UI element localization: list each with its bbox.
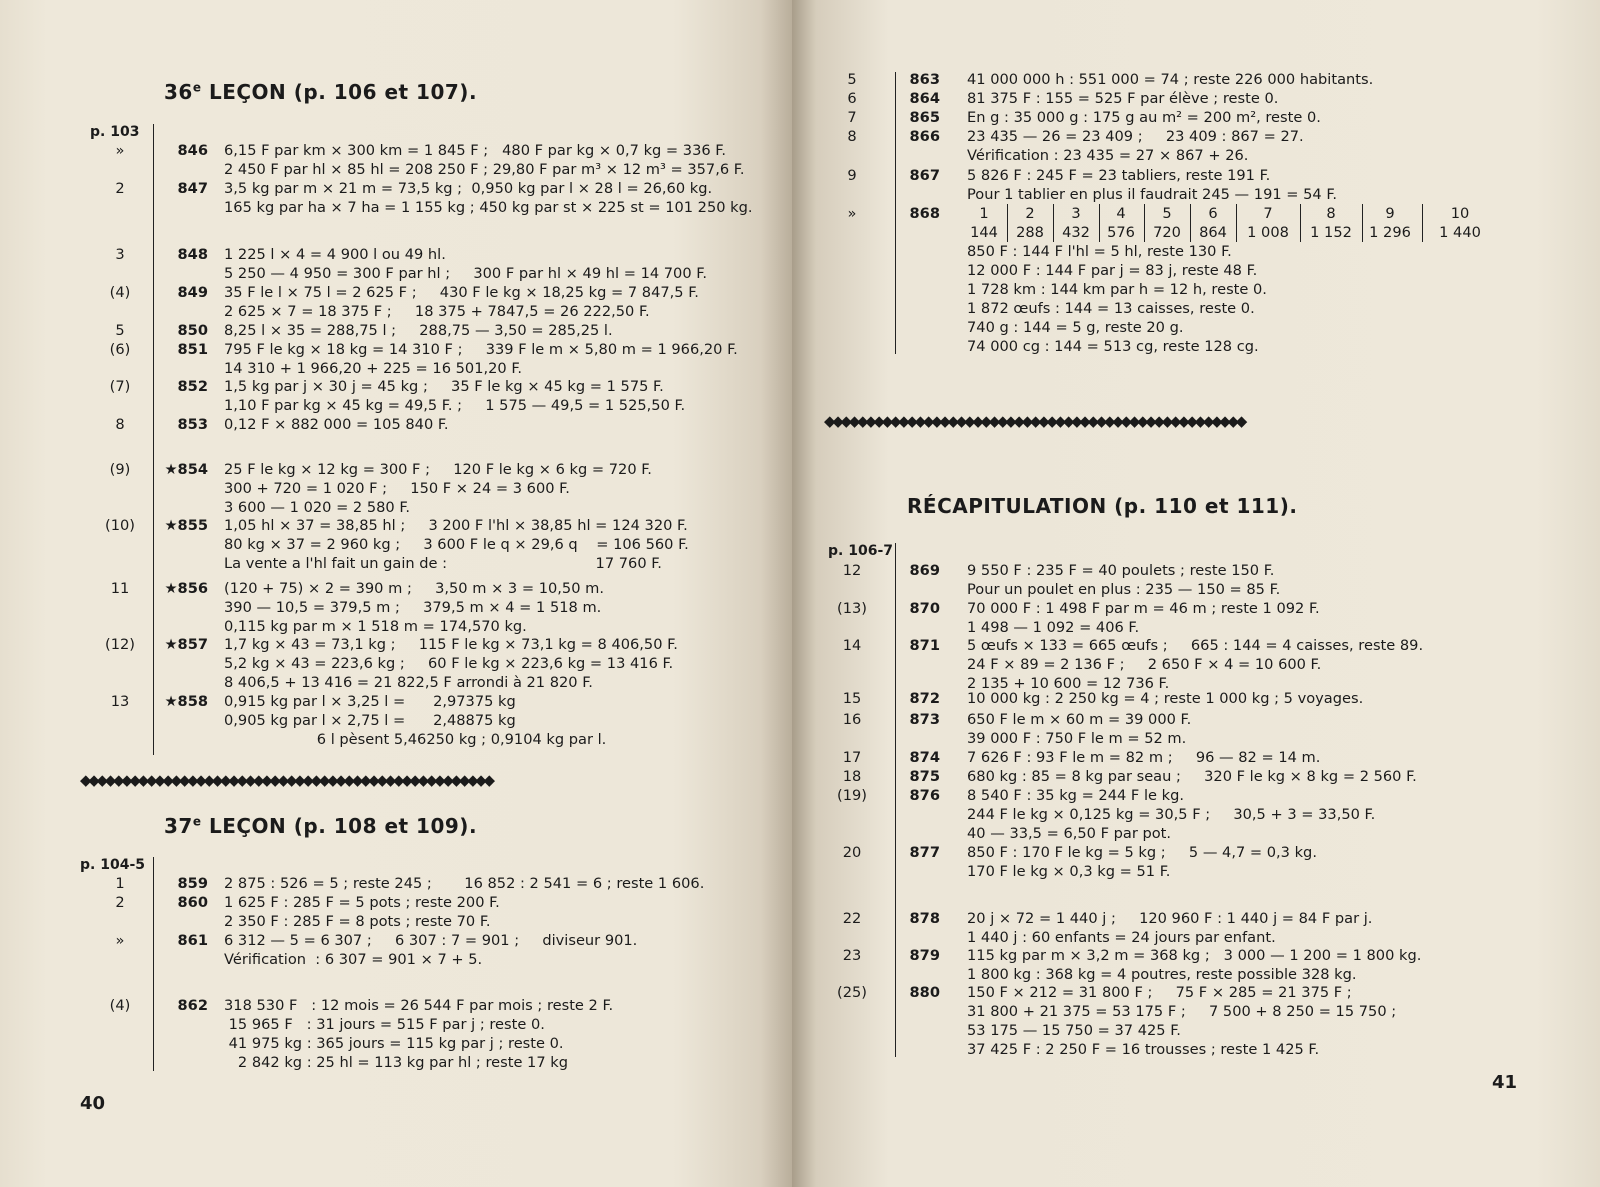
exercise-number: 874 bbox=[909, 749, 940, 766]
exercise-solution bbox=[224, 340, 738, 378]
exercise-solution bbox=[967, 748, 1320, 767]
solution-line: 6,15 F par km × 300 km = 1 845 F ; 480 F par kg × 0,7 kg = 336 F. bbox=[224, 142, 726, 159]
exercise-number: 864 bbox=[909, 90, 940, 107]
solution-line: 5 826 F : 245 F = 23 tabliers, reste 191 F. bbox=[967, 167, 1271, 184]
table-divider bbox=[1144, 204, 1145, 242]
margin-rule bbox=[153, 124, 154, 755]
exercise-ref: (25) bbox=[837, 984, 867, 1001]
solution-line: 1 872 œufs : 144 = 13 caisses, reste 0. bbox=[967, 300, 1255, 317]
exercise-ref: 3 bbox=[115, 246, 125, 263]
table-cell: 144 bbox=[970, 224, 998, 241]
left-page bbox=[0, 0, 792, 1187]
exercise-solution bbox=[967, 166, 1337, 204]
solution-line: 1 625 F : 285 F = 5 pots ; reste 200 F. bbox=[224, 894, 500, 911]
exercise-number: ★857 bbox=[164, 636, 208, 653]
lesson-36-heading: 36e LEÇON (p. 106 et 107). bbox=[164, 80, 478, 104]
solution-line: 12 000 F : 144 F par j = 83 j, reste 48 F. bbox=[967, 262, 1258, 279]
table-cell: 864 bbox=[1199, 224, 1227, 241]
exercise-solution bbox=[224, 415, 449, 434]
exercise-ref: 5 bbox=[847, 71, 857, 88]
exercise-ref: 12 bbox=[842, 562, 862, 579]
solution-line: 300 + 720 = 1 020 F ; 150 F × 24 = 3 600 F. bbox=[224, 480, 570, 497]
exercise-ref: 13 bbox=[110, 693, 130, 710]
solution-line: 318 530 F : 12 mois = 26 544 F par mois ; reste 2 F. bbox=[224, 997, 614, 1014]
solution-line: 3 600 — 1 020 = 2 580 F. bbox=[224, 499, 411, 516]
exercise-solution bbox=[967, 108, 1321, 127]
exercise-solution bbox=[967, 636, 1423, 693]
exercise-ref: 9 bbox=[847, 167, 857, 184]
solution-line: 244 F le kg × 0,125 kg = 30,5 F ; 30,5 + 3 = 33,50 F. bbox=[967, 806, 1376, 823]
solution-line: 25 F le kg × 12 kg = 300 F ; 120 F le kg × 6 kg = 720 F. bbox=[224, 461, 652, 478]
solution-line: 6 312 — 5 = 6 307 ; 6 307 : 7 = 901 ; diviseur 901. bbox=[224, 932, 638, 949]
table-cell: 432 bbox=[1062, 224, 1090, 241]
exercise-ref: » bbox=[847, 205, 857, 222]
solution-line: 2 350 F : 285 F = 8 pots ; reste 70 F. bbox=[224, 913, 491, 930]
exercise-solution bbox=[967, 689, 1363, 708]
exercise-number: 873 bbox=[909, 711, 940, 728]
exercise-number: 860 bbox=[177, 894, 208, 911]
exercise-ref: (13) bbox=[837, 600, 867, 617]
exercise-number: 875 bbox=[909, 768, 940, 785]
exercise-ref: 14 bbox=[842, 637, 862, 654]
table-column bbox=[1188, 204, 1238, 242]
exercise-solution bbox=[224, 516, 689, 573]
exercise-solution bbox=[967, 710, 1191, 748]
exercise-ref: 1 bbox=[115, 875, 125, 892]
solution-line: 6 l pèsent 5,46250 kg ; 0,9104 kg par l. bbox=[224, 731, 607, 748]
solution-line: 795 F le kg × 18 kg = 14 310 F ; 339 F le m × 5,80 m = 1 966,20 F. bbox=[224, 341, 738, 358]
solution-line: 39 000 F : 750 F le m = 52 m. bbox=[967, 730, 1187, 747]
solution-line: Pour un poulet en plus : 235 — 150 = 85 F. bbox=[967, 581, 1281, 598]
solution-line: 81 375 F : 155 = 525 F par élève ; reste 0. bbox=[967, 90, 1279, 107]
table-column bbox=[1005, 204, 1055, 242]
table-cell: 6 bbox=[1208, 205, 1218, 222]
solution-line: 680 kg : 85 = 8 kg par seau ; 320 F le kg × 8 kg = 2 560 F. bbox=[967, 768, 1417, 785]
table-cell: 3 bbox=[1071, 205, 1081, 222]
exercise-ref: 18 bbox=[842, 768, 862, 785]
table-column bbox=[1306, 204, 1356, 242]
exercise-solution bbox=[967, 786, 1375, 843]
exercise-solution bbox=[224, 996, 613, 1072]
exercise-solution bbox=[224, 321, 613, 340]
solution-line: 1,05 hl × 37 = 38,85 hl ; 3 200 F l'hl × 38,85 hl = 124 320 F. bbox=[224, 517, 688, 534]
solution-line: 0,12 F × 882 000 = 105 840 F. bbox=[224, 416, 449, 433]
exercise-ref: 6 bbox=[847, 90, 857, 107]
solution-line: 850 F : 170 F le kg = 5 kg ; 5 — 4,7 = 0,3 kg. bbox=[967, 844, 1317, 861]
solution-line: 650 F le m × 60 m = 39 000 F. bbox=[967, 711, 1192, 728]
table-divider bbox=[1190, 204, 1191, 242]
solution-line: 0,905 kg par l × 2,75 l = 2,48875 kg bbox=[224, 712, 516, 729]
solution-line: 5 250 — 4 950 = 300 F par hl ; 300 F par hl × 49 hl = 14 700 F. bbox=[224, 265, 707, 282]
exercise-number: 878 bbox=[909, 910, 940, 927]
page-number: 41 bbox=[1492, 1072, 1518, 1093]
exercise-solution bbox=[224, 635, 678, 692]
solution-line: Vérification : 6 307 = 901 × 7 + 5. bbox=[224, 951, 483, 968]
exercise-number: 846 bbox=[177, 142, 208, 159]
exercise-number: 848 bbox=[177, 246, 208, 263]
exercise-solution bbox=[224, 460, 652, 517]
table-divider bbox=[1362, 204, 1363, 242]
exercise-solution bbox=[224, 179, 753, 217]
solution-line: 3,5 kg par m × 21 m = 73,5 kg ; 0,950 kg par l × 28 l = 26,60 kg. bbox=[224, 180, 713, 197]
exercise-ref: 16 bbox=[842, 711, 862, 728]
solution-line: 53 175 — 15 750 = 37 425 F. bbox=[967, 1022, 1181, 1039]
exercise-solution bbox=[967, 599, 1320, 637]
solution-line: 40 — 33,5 = 6,50 F par pot. bbox=[967, 825, 1172, 842]
exercise-ref: (6) bbox=[109, 341, 131, 358]
exercise-solution bbox=[224, 893, 500, 931]
solution-line: 5 œufs × 133 = 665 œufs ; 665 : 144 = 4 caisses, reste 89. bbox=[967, 637, 1424, 654]
exercise-solution bbox=[967, 767, 1417, 786]
solution-line: 15 965 F : 31 jours = 515 F par j ; reste 0. bbox=[224, 1016, 545, 1033]
table-divider bbox=[1300, 204, 1301, 242]
solution-line: 150 F × 212 = 31 800 F ; 75 F × 285 = 21 375 F ; bbox=[967, 984, 1352, 1001]
exercise-number: 867 bbox=[909, 167, 940, 184]
exercise-number: ★854 bbox=[164, 461, 208, 478]
exercise-number: 862 bbox=[177, 997, 208, 1014]
exercise-number: 871 bbox=[909, 637, 940, 654]
exercise-ref: 2 bbox=[115, 894, 125, 911]
solution-line: 390 — 10,5 = 379,5 m ; 379,5 m × 4 = 1 518 m. bbox=[224, 599, 602, 616]
exercise-number: 879 bbox=[909, 947, 940, 964]
exercise-solution bbox=[224, 579, 604, 636]
exercise-solution bbox=[967, 89, 1278, 108]
table-cell: 4 bbox=[1116, 205, 1126, 222]
exercise-number: 850 bbox=[177, 322, 208, 339]
solution-line: 1 440 j : 60 enfants = 24 jours par enfant. bbox=[967, 929, 1276, 946]
exercise-number: 851 bbox=[177, 341, 208, 358]
table-cell: 2 bbox=[1025, 205, 1035, 222]
solution-line: 0,115 kg par m × 1 518 m = 174,570 kg. bbox=[224, 618, 527, 635]
solution-line: 9 550 F : 235 F = 40 poulets ; reste 150 F. bbox=[967, 562, 1275, 579]
exercise-number: 876 bbox=[909, 787, 940, 804]
separator-line: ◆◆◆◆◆◆◆◆◆◆◆◆◆◆◆◆◆◆◆◆◆◆◆◆◆◆◆◆◆◆◆◆◆◆◆◆◆◆◆◆◆◆◆◆◆◆◆◆◆◆ bbox=[80, 772, 492, 788]
exercise-number: ★856 bbox=[164, 580, 208, 597]
solution-line: 8,25 l × 35 = 288,75 l ; 288,75 — 3,50 = 285,25 l. bbox=[224, 322, 613, 339]
table-divider bbox=[1099, 204, 1100, 242]
exercise-ref: 17 bbox=[842, 749, 862, 766]
table-cell: 7 bbox=[1263, 205, 1273, 222]
solution-line: Vérification : 23 435 = 27 × 867 + 26. bbox=[967, 147, 1249, 164]
exercise-number: 870 bbox=[909, 600, 940, 617]
exercise-ref: (12) bbox=[105, 636, 135, 653]
solution-line: 37 425 F : 2 250 F = 16 trousses ; reste 1 425 F. bbox=[967, 1041, 1320, 1058]
solution-line: 5,2 kg × 43 = 223,6 kg ; 60 F le kg × 223,6 kg = 13 416 F. bbox=[224, 655, 674, 672]
exercise-ref: 7 bbox=[847, 109, 857, 126]
separator-line: ◆◆◆◆◆◆◆◆◆◆◆◆◆◆◆◆◆◆◆◆◆◆◆◆◆◆◆◆◆◆◆◆◆◆◆◆◆◆◆◆◆◆◆◆◆◆◆◆◆◆◆ bbox=[824, 413, 1245, 429]
page-reference: p. 104-5 bbox=[80, 857, 145, 873]
solution-line: 24 F × 89 = 2 136 F ; 2 650 F × 4 = 10 600 F. bbox=[967, 656, 1322, 673]
table-column bbox=[1096, 204, 1146, 242]
exercise-solution bbox=[224, 141, 744, 179]
exercise-ref: 15 bbox=[842, 690, 862, 707]
exercise-ref: (4) bbox=[109, 997, 131, 1014]
exercise-number: 868 bbox=[909, 205, 940, 222]
solution-line: 20 j × 72 = 1 440 j ; 120 960 F : 1 440 j = 84 F par j. bbox=[967, 910, 1373, 927]
solution-line: 41 000 000 h : 551 000 = 74 ; reste 226 000 habitants. bbox=[967, 71, 1374, 88]
solution-line: 1 800 kg : 368 kg = 4 poutres, reste possible 328 kg. bbox=[967, 966, 1357, 983]
solution-line: 2 842 kg : 25 hl = 113 kg par hl ; reste 17 kg bbox=[224, 1054, 568, 1071]
table-column bbox=[959, 204, 1009, 242]
exercise-ref: (19) bbox=[837, 787, 867, 804]
solution-line: (120 + 75) × 2 = 390 m ; 3,50 m × 3 = 10,50 m. bbox=[224, 580, 604, 597]
solution-line: 850 F : 144 F l'hl = 5 hl, reste 130 F. bbox=[967, 243, 1232, 260]
exercise-ref: (10) bbox=[105, 517, 135, 534]
exercise-solution bbox=[224, 245, 707, 283]
exercise-number: 849 bbox=[177, 284, 208, 301]
page-reference: p. 106-7 bbox=[828, 543, 893, 559]
exercise-ref: (7) bbox=[109, 378, 131, 395]
solution-line: 1,5 kg par j × 30 j = 45 kg ; 35 F le kg × 45 kg = 1 575 F. bbox=[224, 378, 664, 395]
lesson-37-heading: 37e LEÇON (p. 108 et 109). bbox=[164, 814, 478, 838]
exercise-ref: 8 bbox=[115, 416, 125, 433]
exercise-number: 865 bbox=[909, 109, 940, 126]
recapitulation-heading: RÉCAPITULATION (p. 110 et 111). bbox=[907, 494, 1298, 518]
table-divider bbox=[1236, 204, 1237, 242]
solution-line: 0,915 kg par l × 3,25 l = 2,97375 kg bbox=[224, 693, 516, 710]
table-cell: 9 bbox=[1385, 205, 1395, 222]
exercise-solution bbox=[224, 874, 704, 893]
solution-line: 2 875 : 526 = 5 ; reste 245 ; 16 852 : 2 541 = 6 ; reste 1 606. bbox=[224, 875, 705, 892]
solution-line: 2 450 F par hl × 85 hl = 208 250 F ; 29,80 F par m³ × 12 m³ = 357,6 F. bbox=[224, 161, 745, 178]
solution-line: 10 000 kg : 2 250 kg = 4 ; reste 1 000 kg ; 5 voyages. bbox=[967, 690, 1364, 707]
exercise-number: 872 bbox=[909, 690, 940, 707]
solution-line: 2 135 + 10 600 = 12 736 F. bbox=[967, 675, 1170, 692]
exercise-solution bbox=[224, 377, 685, 415]
solution-line: 1 728 km : 144 km par h = 12 h, reste 0. bbox=[967, 281, 1267, 298]
exercise-ref: 22 bbox=[842, 910, 862, 927]
solution-line: Pour 1 tablier en plus il faudrait 245 — 191 = 54 F. bbox=[967, 186, 1338, 203]
solution-line: 1 498 — 1 092 = 406 F. bbox=[967, 619, 1140, 636]
exercise-solution bbox=[967, 946, 1421, 984]
solution-line: 70 000 F : 1 498 F par m = 46 m ; reste 1 092 F. bbox=[967, 600, 1320, 617]
solution-line: 1,7 kg × 43 = 73,1 kg ; 115 F le kg × 73,1 kg = 8 406,50 F. bbox=[224, 636, 678, 653]
solution-line: 41 975 kg : 365 jours = 115 kg par j ; reste 0. bbox=[224, 1035, 564, 1052]
exercise-number: 866 bbox=[909, 128, 940, 145]
table-cell: 1 008 bbox=[1247, 224, 1289, 241]
right-page bbox=[792, 0, 1600, 1187]
exercise-solution bbox=[224, 692, 606, 749]
page-number: 40 bbox=[80, 1093, 106, 1114]
exercise-number: ★855 bbox=[164, 517, 208, 534]
table-column bbox=[1142, 204, 1192, 242]
table-cell: 10 bbox=[1450, 205, 1470, 222]
solution-line: 31 800 + 21 375 = 53 175 F ; 7 500 + 8 250 = 15 750 ; bbox=[967, 1003, 1397, 1020]
solution-line: 115 kg par m × 3,2 m = 368 kg ; 3 000 — 1 200 = 1 800 kg. bbox=[967, 947, 1422, 964]
solution-line: 80 kg × 37 = 2 960 kg ; 3 600 F le q × 29,6 q = 106 560 F. bbox=[224, 536, 689, 553]
exercise-ref: (9) bbox=[109, 461, 131, 478]
solution-line: 2 625 × 7 = 18 375 F ; 18 375 + 7847,5 = 26 222,50 F. bbox=[224, 303, 650, 320]
solution-line: 8 406,5 + 13 416 = 21 822,5 F arrondi à 21 820 F. bbox=[224, 674, 593, 691]
table-cell: 720 bbox=[1153, 224, 1181, 241]
exercise-ref: » bbox=[115, 142, 125, 159]
solution-line: 1 225 l × 4 = 4 900 l ou 49 hl. bbox=[224, 246, 446, 263]
exercise-solution bbox=[224, 931, 637, 969]
solution-line: 740 g : 144 = 5 g, reste 20 g. bbox=[967, 319, 1184, 336]
table-cell: 5 bbox=[1162, 205, 1172, 222]
exercise-number: 869 bbox=[909, 562, 940, 579]
table-divider bbox=[1007, 204, 1008, 242]
table-cell: 576 bbox=[1107, 224, 1135, 241]
solution-line: 170 F le kg × 0,3 kg = 51 F. bbox=[967, 863, 1171, 880]
table-column bbox=[1243, 204, 1293, 242]
exercise-ref: 2 bbox=[115, 180, 125, 197]
solution-line: 23 435 — 26 = 23 409 ; 23 409 : 867 = 27. bbox=[967, 128, 1304, 145]
exercise-ref: 5 bbox=[115, 322, 125, 339]
solution-line: 165 kg par ha × 7 ha = 1 155 kg ; 450 kg par st × 225 st = 101 250 kg. bbox=[224, 199, 753, 216]
solution-line: La vente a l'hl fait un gain de : 17 760 F. bbox=[224, 555, 662, 572]
solution-line: 7 626 F : 93 F le m = 82 m ; 96 — 82 = 14 m. bbox=[967, 749, 1321, 766]
exercise-number: 877 bbox=[909, 844, 940, 861]
exercise-ref: » bbox=[115, 932, 125, 949]
exercise-solution bbox=[967, 909, 1372, 947]
table-column bbox=[1365, 204, 1415, 242]
table-column bbox=[1435, 204, 1485, 242]
exercise-solution bbox=[967, 242, 1267, 356]
page-reference: p. 103 bbox=[90, 124, 140, 140]
table-cell: 288 bbox=[1016, 224, 1044, 241]
exercise-ref: 11 bbox=[110, 580, 130, 597]
exercise-solution bbox=[224, 283, 699, 321]
table-cell: 1 152 bbox=[1310, 224, 1352, 241]
exercise-number: 852 bbox=[177, 378, 208, 395]
table-cell: 1 440 bbox=[1439, 224, 1481, 241]
table-cell: 8 bbox=[1326, 205, 1336, 222]
solution-line: 35 F le l × 75 l = 2 625 F ; 430 F le kg × 18,25 kg = 7 847,5 F. bbox=[224, 284, 699, 301]
exercise-number: 861 bbox=[177, 932, 208, 949]
exercise-ref: 23 bbox=[842, 947, 862, 964]
solution-line: En g : 35 000 g : 175 g au m² = 200 m², reste 0. bbox=[967, 109, 1321, 126]
exercise-number: 863 bbox=[909, 71, 940, 88]
solution-line: 74 000 cg : 144 = 513 cg, reste 128 cg. bbox=[967, 338, 1259, 355]
table-divider bbox=[1422, 204, 1423, 242]
exercise-ref: 20 bbox=[842, 844, 862, 861]
solution-line: 8 540 F : 35 kg = 244 F le kg. bbox=[967, 787, 1184, 804]
table-divider bbox=[1053, 204, 1054, 242]
exercise-solution bbox=[967, 983, 1396, 1059]
exercise-ref: (4) bbox=[109, 284, 131, 301]
exercise-number: 880 bbox=[909, 984, 940, 1001]
exercise-solution bbox=[967, 70, 1373, 89]
solution-line: 14 310 + 1 966,20 + 225 = 16 501,20 F. bbox=[224, 360, 523, 377]
table-cell: 1 296 bbox=[1369, 224, 1411, 241]
table-column bbox=[1051, 204, 1101, 242]
exercise-number: 853 bbox=[177, 416, 208, 433]
exercise-ref: 8 bbox=[847, 128, 857, 145]
exercise-solution bbox=[967, 127, 1304, 165]
exercise-solution bbox=[967, 843, 1317, 881]
exercise-solution bbox=[967, 561, 1280, 599]
exercise-number: ★858 bbox=[164, 693, 208, 710]
solution-line: 1,10 F par kg × 45 kg = 49,5 F. ; 1 575 — 49,5 = 1 525,50 F. bbox=[224, 397, 686, 414]
table-cell: 1 bbox=[979, 205, 989, 222]
exercise-number: 847 bbox=[177, 180, 208, 197]
exercise-number: 859 bbox=[177, 875, 208, 892]
